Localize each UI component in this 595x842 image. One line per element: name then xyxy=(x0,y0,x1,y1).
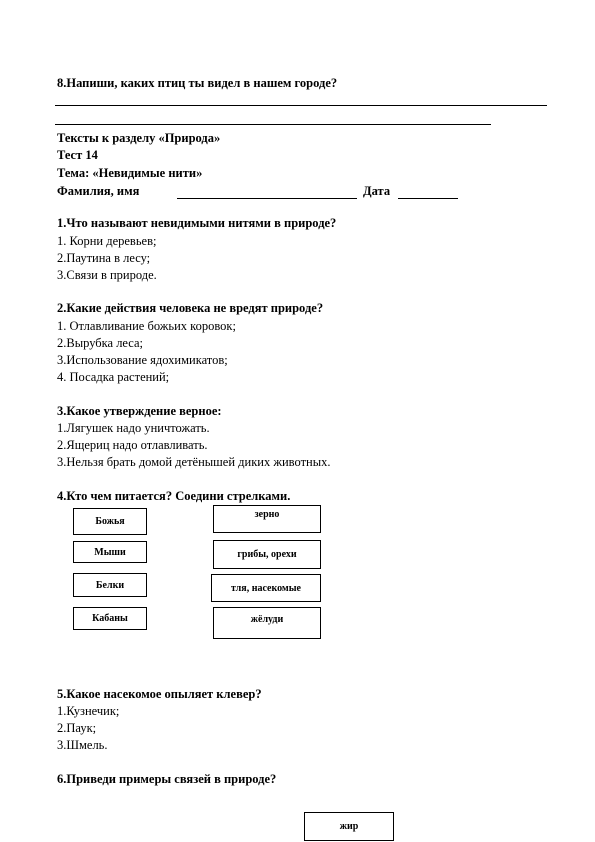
q6-box-fat[interactable] xyxy=(304,812,394,841)
answer-line-2[interactable] xyxy=(55,124,491,125)
q5-option-3[interactable]: 3.Шмель. xyxy=(57,738,108,752)
q5-option-1[interactable]: 1.Кузнечик; xyxy=(57,704,120,718)
q2-option-3[interactable]: 3.Использование ядохимикатов; xyxy=(57,353,228,367)
food-label: грибы, орехи xyxy=(237,549,297,560)
q3-option-2[interactable]: 2.Ящериц надо отлавливать. xyxy=(57,438,208,452)
q4-title: 4.Кто чем питается? Соедини стрелками. xyxy=(57,489,291,503)
date-field[interactable] xyxy=(398,198,458,199)
animal-label: Белки xyxy=(95,579,125,591)
q6-box-label: жир xyxy=(339,821,359,832)
food-box-aphids-insects[interactable] xyxy=(211,574,321,602)
answer-line-1[interactable] xyxy=(55,105,547,106)
food-label: жёлуди xyxy=(250,613,284,625)
animal-label: Мыши xyxy=(94,546,126,558)
date-label: Дата xyxy=(363,184,391,198)
q6-title: 6.Приведи примеры связей в природе? xyxy=(57,772,277,786)
q2-option-4[interactable]: 4. Посадка растений; xyxy=(57,370,170,384)
q1-option-3[interactable]: 3.Связи в природе. xyxy=(57,268,157,282)
q3-option-1[interactable]: 1.Лягушек надо уничтожать. xyxy=(57,421,210,435)
food-box-acorns[interactable] xyxy=(213,607,321,639)
q3-option-3[interactable]: 3.Нельзя брать домой детёнышей диких животных. xyxy=(57,455,331,469)
test-number: Тест 14 xyxy=(57,148,98,162)
animal-box-ladybug[interactable] xyxy=(73,508,147,535)
animal-box-boars[interactable] xyxy=(73,607,147,630)
q5-title: 5.Какое насекомое опыляет клевер? xyxy=(57,687,262,701)
q8-title: 8.Напиши, каких птиц ты видел в нашем городе? xyxy=(57,76,338,90)
animal-label: Божья xyxy=(95,516,125,527)
q3-title: 3.Какое утверждение верное: xyxy=(57,404,222,418)
name-label: Фамилия, имя xyxy=(57,184,140,198)
theme: Тема: «Невидимые нити» xyxy=(57,166,203,180)
q2-option-2[interactable]: 2.Вырубка леса; xyxy=(57,336,144,350)
animal-label: Кабаны xyxy=(92,613,128,624)
q2-option-1[interactable]: 1. Отлавливание божьих коровок; xyxy=(57,319,236,333)
q1-title: 1.Что называют невидимыми нитями в природе? xyxy=(57,216,337,230)
q1-option-1[interactable]: 1. Корни деревьев; xyxy=(57,234,157,248)
name-field[interactable] xyxy=(177,198,357,199)
food-box-mushrooms-nuts[interactable] xyxy=(213,540,321,569)
food-label: зерно xyxy=(254,508,280,520)
food-label: тля, насекомые xyxy=(231,582,301,594)
animal-box-squirrels[interactable] xyxy=(73,573,147,597)
animal-box-mice[interactable] xyxy=(73,541,147,563)
q1-option-2[interactable]: 2.Паутина в лесу; xyxy=(57,251,151,265)
food-box-grain[interactable] xyxy=(213,505,321,533)
q2-title: 2.Какие действия человека не вредят природе? xyxy=(57,301,324,315)
section-title: Тексты к разделу «Природа» xyxy=(57,131,221,145)
q5-option-2[interactable]: 2.Паук; xyxy=(57,721,97,735)
